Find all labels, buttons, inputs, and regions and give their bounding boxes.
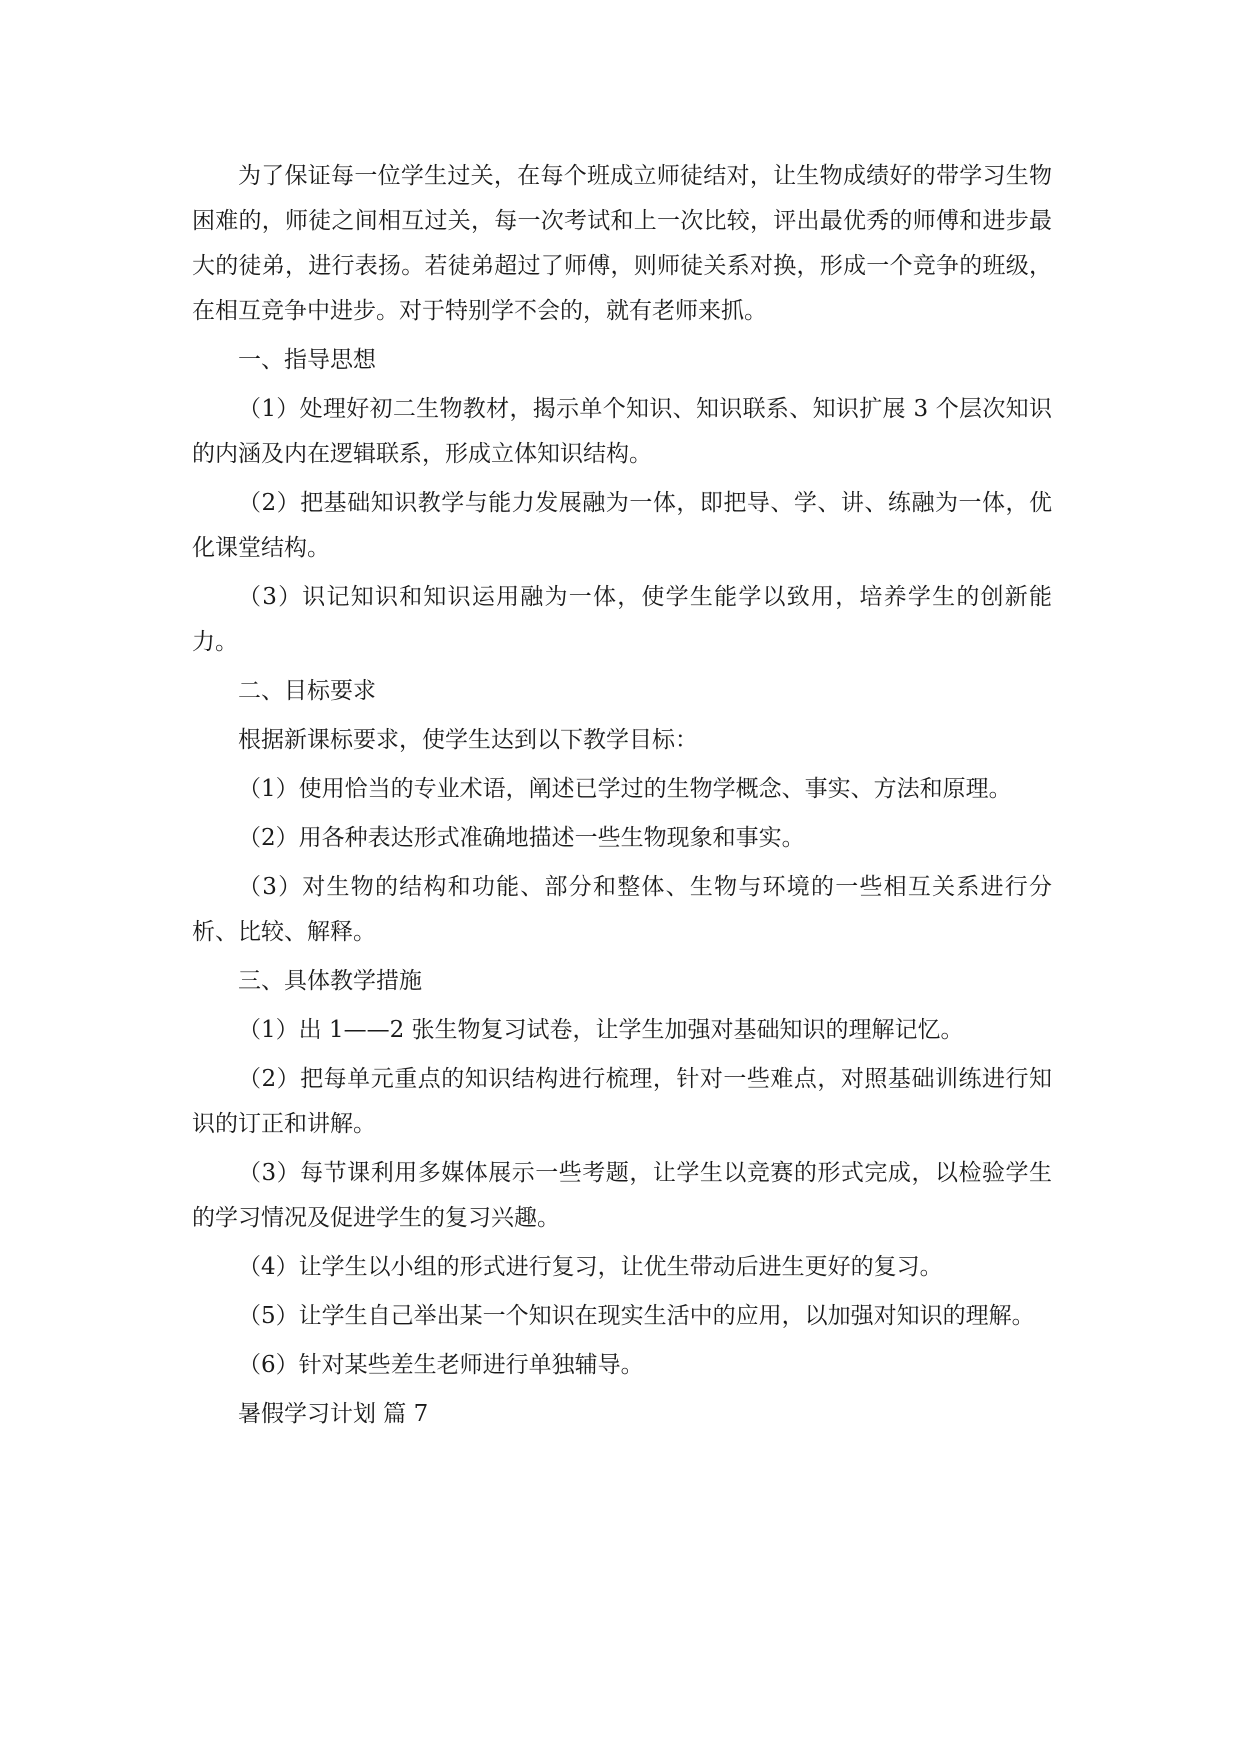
- document-body: [192, 154, 1052, 1441]
- goals-intro: 根据新课标要求，使学生达到以下教学目标：: [238, 727, 698, 753]
- guiding-item-1: （1）处理好初二生物教材，揭示单个知识、知识联系、知识扩展 3 个层次知识的内涵及内在逻辑联系，形成立体知识结构。: [192, 396, 1052, 467]
- intro-paragraph: 为了保证每一位学生过关，在每个班成立师徒结对，让生物成绩好的带学习生物困难的，师徒之间相互过关，每一次考试和上一次比较，评出最优秀的师傅和进步最大的徒弟，进行表扬。若徒弟超过了师傅，则师徒关系对换，形成一个竞争的班级，在相互竞争中进步。对于特别学不会的，就有老师来抓。: [192, 163, 1052, 324]
- measure-item-5: （5）让学生自己举出某一个知识在现实生活中的应用，以加强对知识的理解。: [238, 1303, 1035, 1329]
- measure-item-2: （2）把每单元重点的知识结构进行梳理，针对一些难点，对照基础训练进行知识的订正和讲解。: [192, 1066, 1052, 1137]
- measure-item-6: （6）针对某些差生老师进行单独辅导。: [238, 1352, 644, 1378]
- measure-item-1: （1）出 1——2 张生物复习试卷，让学生加强对基础知识的理解记忆。: [238, 1017, 964, 1043]
- next-section-title: 暑假学习计划 篇 7: [238, 1401, 429, 1427]
- section-heading-guiding-ideology: 一、指导思想: [238, 347, 376, 373]
- goal-item-1: （1）使用恰当的专业术语，阐述已学过的生物学概念、事实、方法和原理。: [238, 776, 1012, 802]
- section-heading-goals: 二、目标要求: [238, 678, 376, 704]
- goal-item-3: （3）对生物的结构和功能、部分和整体、生物与环境的一些相互关系进行分析、比较、解释。: [192, 874, 1052, 945]
- measure-item-4: （4）让学生以小组的形式进行复习，让优生带动后进生更好的复习。: [238, 1254, 943, 1280]
- guiding-item-2: （2）把基础知识教学与能力发展融为一体，即把导、学、讲、练融为一体，优化课堂结构。: [192, 490, 1052, 561]
- measure-item-3: （3）每节课利用多媒体展示一些考题，让学生以竞赛的形式完成，以检验学生的学习情况及促进学生的复习兴趣。: [192, 1160, 1052, 1231]
- goal-item-2: （2）用各种表达形式准确地描述一些生物现象和事实。: [238, 825, 805, 851]
- guiding-item-3: （3）识记知识和知识运用融为一体，使学生能学以致用，培养学生的创新能力。: [192, 584, 1052, 655]
- section-heading-measures: 三、具体教学措施: [238, 968, 422, 994]
